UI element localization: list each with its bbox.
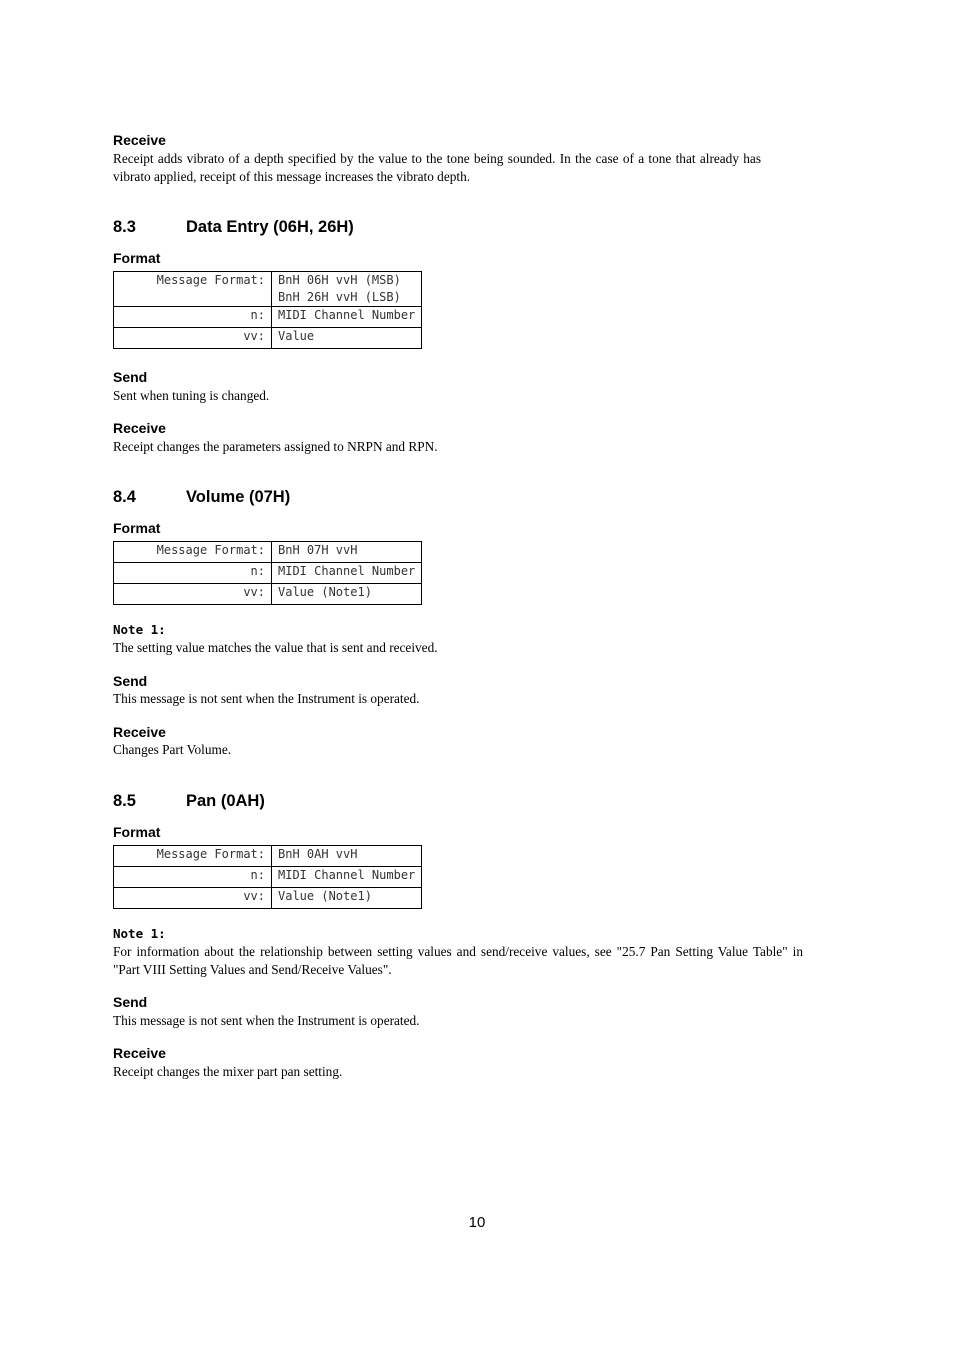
table-key: vv:	[114, 328, 272, 349]
format-heading: Format	[113, 250, 161, 266]
table-key: n:	[114, 867, 272, 888]
send-heading: Send	[113, 369, 148, 385]
section-heading-8-3	[113, 218, 354, 237]
table-row	[114, 584, 422, 605]
format-heading: Format	[113, 520, 161, 536]
note-text: For information about the relationship between setting values and send/receive values, see "25.7 Pan Setting Value Table" in "Part VIII Setting Values and Send/Receive Values".	[113, 944, 803, 977]
note-heading: Note 1:	[113, 926, 166, 941]
table-key: n:	[114, 563, 272, 584]
receive-heading: Receive	[113, 1045, 166, 1061]
send-heading: Send	[113, 673, 148, 689]
table-row	[114, 272, 422, 307]
table-value: MIDI Channel Number	[272, 867, 422, 888]
table-value: Value (Note1)	[272, 584, 422, 605]
table-value-line: BnH 06H vvH (MSB)	[278, 273, 401, 287]
receive-heading: Receive	[113, 420, 166, 436]
format-table-8-5	[113, 845, 422, 909]
page-number: 10	[468, 1214, 486, 1231]
section-title: Data Entry (06H, 26H)	[186, 218, 354, 236]
receive-heading: Receive	[113, 132, 166, 148]
table-key: Message Format:	[114, 542, 272, 563]
format-table-8-3	[113, 271, 422, 349]
section-number: 8.3	[113, 218, 136, 236]
send-text: Sent when tuning is changed.	[113, 388, 270, 403]
table-key: n:	[114, 307, 272, 328]
section-number: 8.5	[113, 792, 136, 810]
receive-text: Receipt changes the parameters assigned to NRPN and RPN.	[113, 439, 438, 454]
section-title: Volume (07H)	[186, 488, 291, 506]
table-row	[114, 563, 422, 584]
send-text: This message is not sent when the Instrument is operated.	[113, 691, 420, 706]
table-value-line: BnH 26H vvH (LSB)	[278, 290, 401, 304]
table-row	[114, 542, 422, 563]
table-row	[114, 307, 422, 328]
format-heading: Format	[113, 824, 161, 840]
section-title: Pan (0AH)	[186, 792, 265, 810]
receive-text: Receipt changes the mixer part pan setting.	[113, 1064, 343, 1079]
table-value: Value	[272, 328, 422, 349]
section-number: 8.4	[113, 488, 136, 506]
table-key: Message Format:	[114, 846, 272, 867]
note-text: The setting value matches the value that is sent and received.	[113, 640, 438, 655]
table-row	[114, 888, 422, 909]
receive-text: Receipt adds vibrato of a depth specified by the value to the tone being sounded. In the case of a tone that already has vibrato applied, receipt of this message increases the vibrato depth.	[113, 151, 761, 184]
receive-text: Changes Part Volume.	[113, 742, 232, 757]
table-key: vv:	[114, 584, 272, 605]
table-row	[114, 867, 422, 888]
receive-heading: Receive	[113, 724, 166, 740]
table-value: MIDI Channel Number	[272, 563, 422, 584]
table-key: Message Format:	[114, 272, 272, 307]
table-row	[114, 846, 422, 867]
table-row	[114, 328, 422, 349]
send-heading: Send	[113, 994, 148, 1010]
note-heading: Note 1:	[113, 622, 166, 637]
table-value: BnH 0AH vvH	[272, 846, 422, 867]
table-value: MIDI Channel Number	[272, 307, 422, 328]
section-heading-8-4	[113, 488, 290, 507]
format-table-8-4	[113, 541, 422, 605]
table-key: vv:	[114, 888, 272, 909]
table-value: BnH 07H vvH	[272, 542, 422, 563]
table-value: Value (Note1)	[272, 888, 422, 909]
send-text: This message is not sent when the Instrument is operated.	[113, 1013, 420, 1028]
table-value	[272, 272, 422, 307]
section-heading-8-5	[113, 792, 265, 811]
